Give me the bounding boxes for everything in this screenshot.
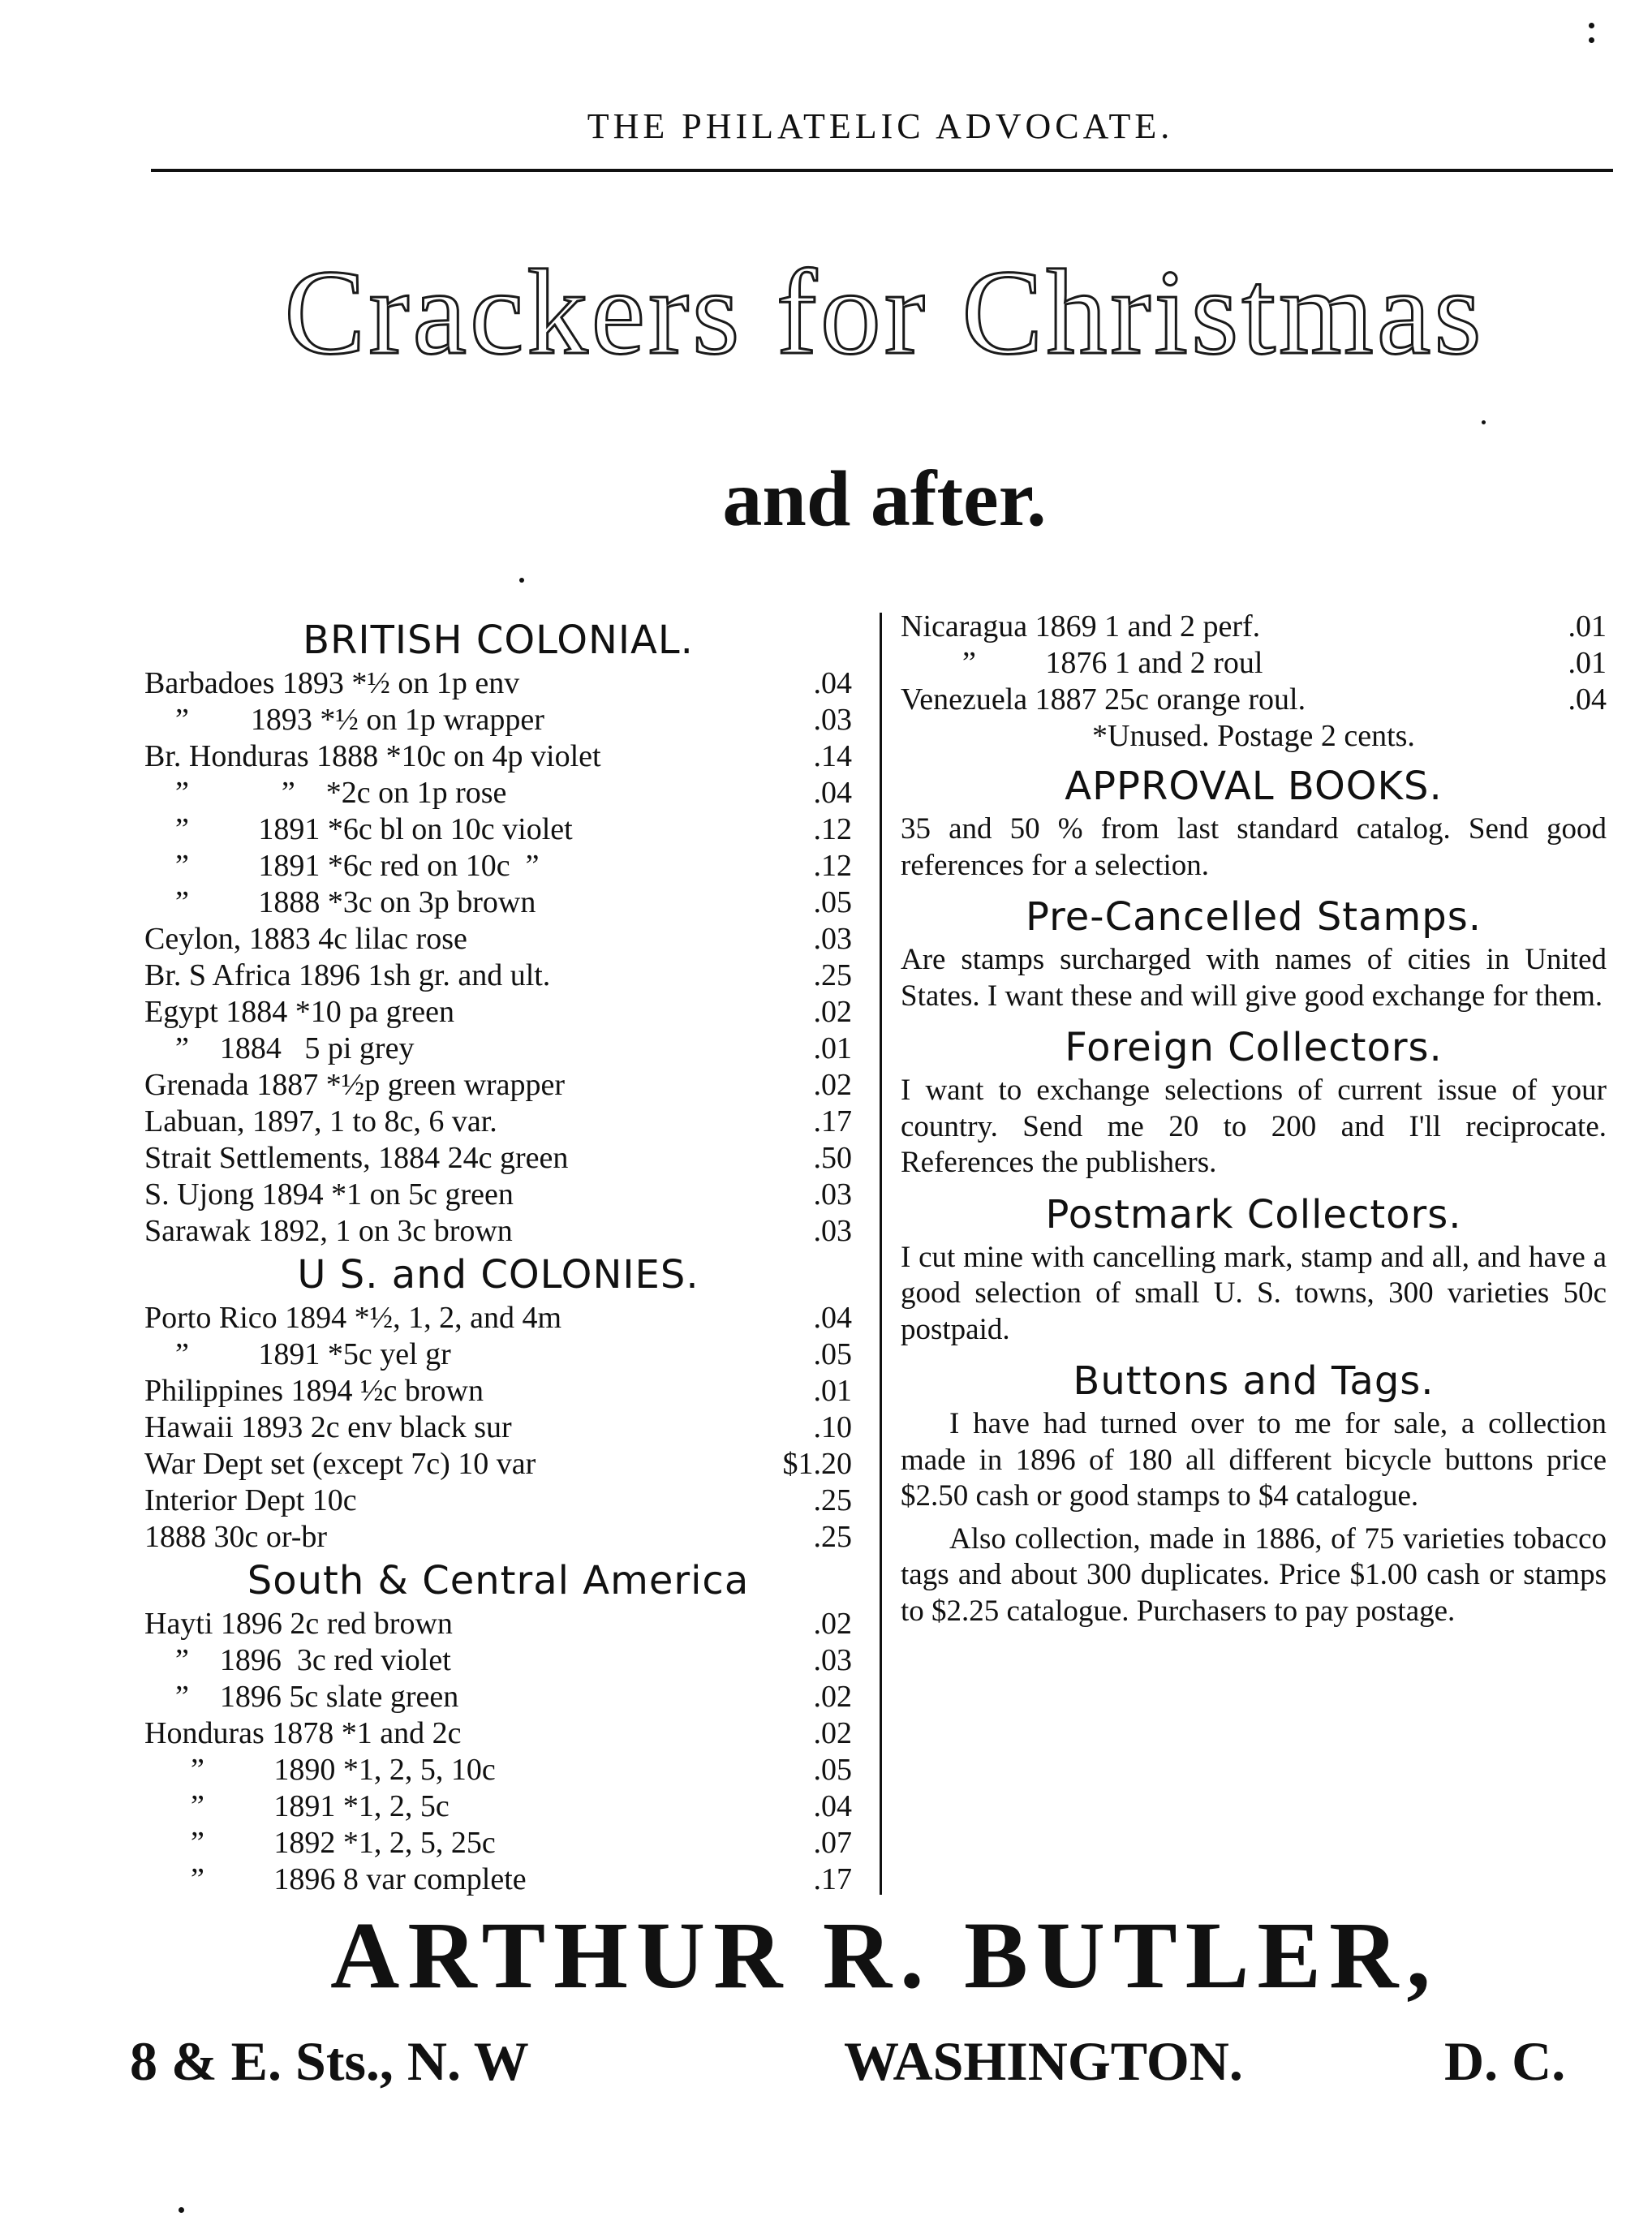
item-description: ” 1892 *1, 2, 5, 25c [144,1826,496,1860]
item-description: Porto Rico 1894 *½, 1, 2, and 4m [144,1301,562,1335]
item-price: .05 [813,885,852,919]
price-row [144,1825,852,1861]
item-description: Grenada 1887 *½p green wrapper [144,1068,566,1102]
price-row [144,1104,852,1140]
item-price: .04 [813,776,852,810]
price-row [144,1446,852,1483]
price-row [144,1373,852,1410]
print-speck [179,2207,184,2213]
item-description: ” 1891 *1, 2, 5c [144,1789,450,1823]
left-column [144,615,852,1898]
print-speck [519,578,524,583]
price-row [144,1336,852,1373]
price-row [144,884,852,921]
section-heading-precancelled: Pre-Cancelled Stamps. [1025,894,1482,940]
section-heading-foreign-collectors: Foreign Collectors. [1065,1025,1443,1070]
item-description: Br. S Africa 1896 1sh gr. and ult. [144,958,551,992]
price-row [144,1483,852,1519]
item-price: .03 [813,1214,852,1248]
item-price: .02 [813,1716,852,1750]
price-row [144,1679,852,1715]
item-price: .02 [813,995,852,1029]
price-row [144,958,852,994]
item-description: ” ” *2c on 1p rose [144,776,507,810]
right-column [901,609,1607,1629]
price-row [144,1861,852,1898]
item-price: .14 [813,739,852,773]
buttons-tags-text: I have had turned over to me for sale, a collection made in 1896 of 180 all different bicycle buttons price $2.50 cash or good stamps to $4 catalogue. [901,1407,1607,1513]
section-heading-buttons-tags: Buttons and Tags. [1073,1358,1435,1404]
price-row [144,1177,852,1213]
item-description: Honduras 1878 *1 and 2c [144,1716,462,1750]
price-row [144,665,852,702]
item-price: .50 [813,1141,852,1175]
item-description: Labuan, 1897, 1 to 8c, 6 var. [144,1104,497,1138]
item-price: .04 [1568,682,1607,717]
ad-title: Crackers for Christmas [284,245,1485,380]
item-description: ” 1888 *3c on 3p brown [144,885,536,919]
price-list-south-central-america [144,1606,852,1898]
item-description: Hayti 1896 2c red brown [144,1607,453,1641]
item-price: .03 [813,922,852,956]
item-description: Ceylon, 1883 4c lilac rose [144,922,467,956]
item-description: S. Ujong 1894 *1 on 5c green [144,1177,514,1212]
address-street: 8 & E. Sts., N. W [130,2030,529,2092]
item-description: Strait Settlements, 1884 24c green [144,1141,569,1175]
price-list-central-america-cont [901,609,1607,718]
price-row [144,1067,852,1104]
precancelled-text: Are stamps surcharged with names of cities in United States. I want these and will give good exchange for them. [901,943,1607,1013]
section-heading-approval-books: APPROVAL BOOKS. [1065,764,1443,809]
item-description: Sarawak 1892, 1 on 3c brown [144,1214,513,1248]
item-price: .17 [813,1862,852,1896]
price-row [144,702,852,738]
item-description: ” 1896 8 var complete [144,1862,527,1896]
item-price: .17 [813,1104,852,1138]
approval-books-text: 35 and 50 % from last standard catalog. Send good references for a selection. [901,812,1607,882]
item-price: .12 [813,849,852,883]
price-row [144,1788,852,1825]
price-row [144,811,852,848]
price-row [144,1642,852,1679]
price-list-us-colonies [144,1300,852,1556]
print-speck [1482,420,1486,424]
item-price: .04 [813,666,852,700]
price-row [144,738,852,775]
item-description: Br. Honduras 1888 *10c on 4p violet [144,739,601,773]
address-city: WASHINGTON. [844,2030,1243,2092]
item-description: Hawaii 1893 2c env black sur [144,1410,512,1444]
item-price: .10 [813,1410,852,1444]
item-description: ” 1893 *½ on 1p wrapper [144,703,544,737]
tobacco-tags-text: Also collection, made in 1886, of 75 varieties tobacco tags and about 300 duplicates. Price $1.00 cash or stamps to $2.25 catalogue. Purchasers to pay postage. [901,1521,1607,1628]
item-description: Egypt 1884 *10 pa green [144,995,455,1029]
item-price: .25 [813,1483,852,1517]
item-price: .05 [813,1337,852,1371]
item-description: Interior Dept 10c [144,1483,357,1517]
column-divider [880,613,882,1895]
item-price: .02 [813,1068,852,1102]
print-speck [1589,37,1594,43]
item-price: .12 [813,812,852,846]
item-price: .25 [813,1520,852,1554]
item-price: .02 [813,1607,852,1641]
price-row [144,1519,852,1556]
foreign-collectors-text: I want to exchange selections of current issue of your country. Send me 20 to 200 and I'll reciprocate. References the publishers. [901,1074,1607,1179]
price-row [144,1031,852,1067]
item-price: .25 [813,958,852,992]
item-description: War Dept set (except 7c) 10 var [144,1447,536,1481]
address-region: D. C. [1444,2030,1566,2092]
item-description: ” 1896 3c red violet [144,1643,451,1677]
item-price: .01 [1568,609,1607,643]
price-row [144,1213,852,1250]
price-row [144,1300,852,1336]
item-price: .01 [813,1031,852,1065]
section-heading-postmark-collectors: Postmark Collectors. [1045,1191,1462,1237]
item-description: ” 1891 *6c red on 10c ” [144,849,540,883]
price-list-british-colonial [144,665,852,1250]
item-price: .03 [813,1643,852,1677]
item-description: ” 1891 *6c bl on 10c violet [144,812,573,846]
price-row [901,645,1607,682]
postmark-collectors-text: I cut mine with cancelling mark, stamp and all, and have a good selection of small U. S. towns, 300 varieties 50c postpaid. [901,1240,1607,1346]
item-description: Venezuela 1887 25c orange roul. [901,682,1306,717]
price-row [144,1715,852,1752]
item-description: ” 1890 *1, 2, 5, 10c [144,1753,496,1787]
item-description: ” 1891 *5c yel gr [144,1337,451,1371]
price-row [144,921,852,958]
item-description: Nicaragua 1869 1 and 2 perf. [901,609,1261,643]
price-row [901,682,1607,718]
price-row [144,848,852,884]
price-row [144,994,852,1031]
price-row [144,1606,852,1642]
item-price: .04 [813,1301,852,1335]
item-description: ” 1896 5c slate green [144,1680,459,1714]
item-price: .02 [813,1680,852,1714]
item-description: ” 1876 1 and 2 roul [901,646,1263,680]
item-description: Philippines 1894 ½c brown [144,1374,484,1408]
item-price: .03 [813,703,852,737]
item-price: $1.20 [782,1447,852,1481]
item-price: .01 [1568,646,1607,680]
item-description: Barbadoes 1893 *½ on 1p env [144,666,520,700]
section-heading-british-colonial: BRITISH COLONIAL. [303,618,694,663]
ad-subtitle: and after. [722,455,1047,543]
unused-postage-note: *Unused. Postage 2 cents. [1092,719,1415,753]
print-speck [1589,23,1594,28]
price-row [144,1140,852,1177]
section-heading-us-colonies: U S. and COLONIES. [297,1252,699,1298]
header-rule [151,169,1613,172]
running-header: THE PHILATELIC ADVOCATE. [587,106,1174,146]
item-price: .03 [813,1177,852,1212]
advertiser-name: ARTHUR R. BUTLER, [330,1902,1439,2008]
item-price: .01 [813,1374,852,1408]
item-price: .05 [813,1753,852,1787]
price-row [144,775,852,811]
price-row [901,609,1607,645]
price-row [144,1410,852,1446]
item-price: .07 [813,1826,852,1860]
item-description: 1888 30c or-br [144,1520,328,1554]
price-row [144,1752,852,1788]
section-heading-south-central-america: South & Central America [247,1558,750,1603]
item-description: ” 1884 5 pi grey [144,1031,415,1065]
item-price: .04 [813,1789,852,1823]
